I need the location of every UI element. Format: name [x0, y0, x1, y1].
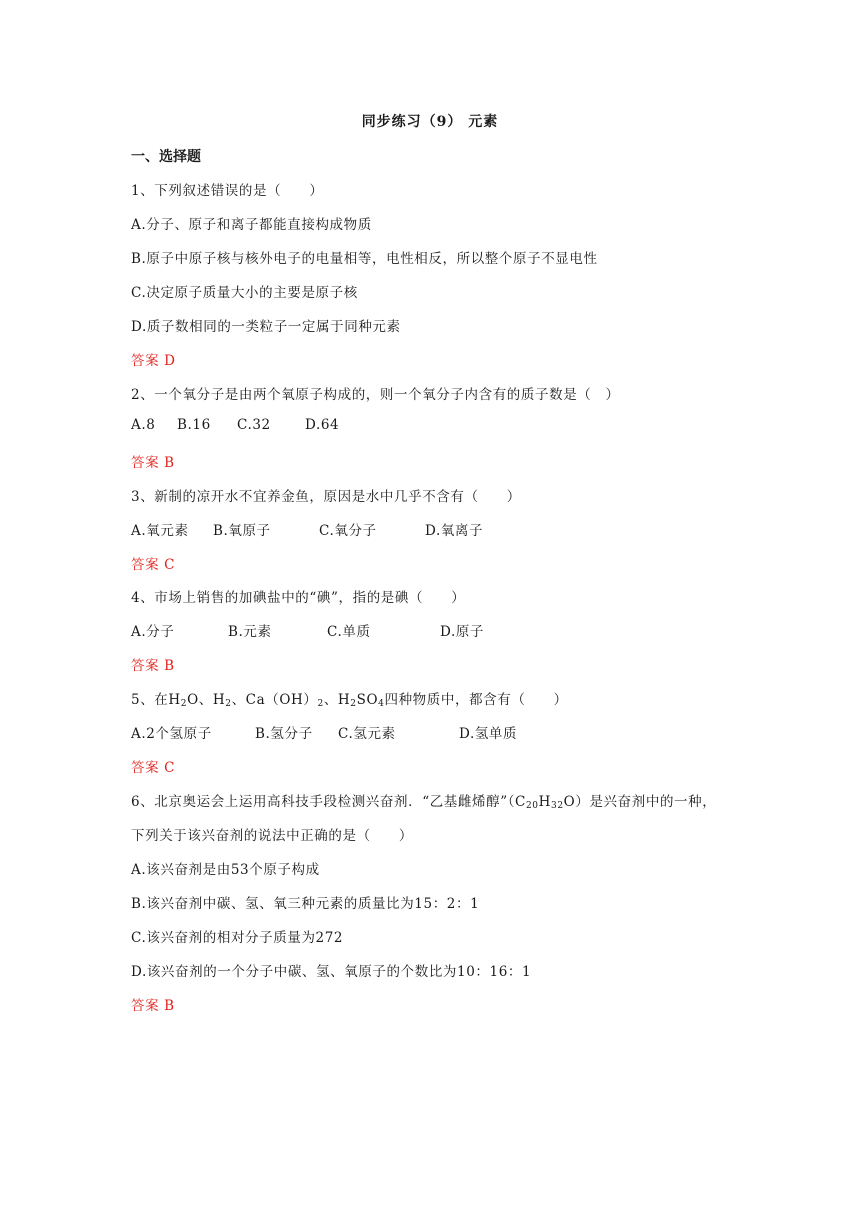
question-4-option-d: D.原子 [440, 624, 485, 640]
question-3-option-a: A.氧元素 [131, 523, 189, 539]
question-5-option-d: D.氢单质 [459, 726, 518, 742]
question-4-stem: 4、市场上销售的加碘盐中的“碘”，指的是碘（ ） [131, 590, 466, 606]
question-2-option-d: D.64 [305, 417, 340, 433]
question-4-options [131, 620, 484, 640]
question-1-option-b: B.原子中原子核与核外电子的电量相等，电性相反，所以整个原子不显电性 [131, 251, 598, 267]
question-6-option-a: A.该兴奋剂是由53个原子构成 [131, 862, 320, 878]
question-4-option-b: B.元素 [228, 624, 272, 640]
question-4-option-c: C.单质 [327, 624, 371, 640]
question-2-answer: 答案 B [131, 455, 175, 471]
section-heading: 一、选择题 [131, 149, 201, 165]
question-5-option-a: A.2个氢原子 [131, 726, 212, 742]
question-1-answer: 答案 D [131, 353, 176, 369]
question-5-stem: 5、在$H_2O$、$H_2$、$Ca(OH)_2$、$H_2SO_4$四种物质中，都含有（ ） [131, 692, 568, 709]
question-6-stem-line-2: 下列关于该兴奋剂的说法中正确的是（ ） [131, 828, 413, 844]
question-1-stem: 1、下列叙述错误的是（ ） [131, 183, 324, 199]
question-3-options [131, 519, 483, 539]
question-2-option-a: A.8 [131, 417, 156, 433]
question-5-option-b: B.氢分子 [255, 726, 313, 742]
question-3-stem: 3、新制的凉开水不宜养金鱼，原因是水中几乎不含有（ ） [131, 489, 521, 505]
question-4-option-a: A.分子 [131, 624, 175, 640]
question-6-option-d: D.该兴奋剂的一个分子中碳、氢、氧原子的个数比为10：16：1 [131, 964, 532, 980]
question-2-options [131, 417, 339, 433]
question-1-option-a: A.分子、原子和离子都能直接构成物质 [131, 217, 372, 233]
question-6-answer: 答案 B [131, 998, 175, 1014]
question-6-option-b: B.该兴奋剂中碳、氢、氧三种元素的质量比为15：2：1 [131, 896, 480, 912]
question-4-answer: 答案 B [131, 658, 175, 674]
question-2-stem: 2、一个氧分子是由两个氧原子构成的，则一个氧分子内含有的质子数是（ ） [131, 387, 620, 403]
question-5-options [131, 722, 517, 742]
question-3-option-c: C.氧分子 [319, 523, 377, 539]
question-2-option-c: C.32 [237, 417, 271, 433]
question-2-option-b: B.16 [177, 417, 211, 433]
question-6-option-c: C.该兴奋剂的相对分子质量为272 [131, 930, 344, 946]
page-title: 同步练习（9） 元素 [361, 114, 499, 130]
question-5-answer: 答案 C [131, 760, 176, 776]
question-5-option-c: C.氢元素 [338, 726, 396, 742]
question-3-option-b: B.氧原子 [213, 523, 271, 539]
question-3-answer: 答案 C [131, 557, 176, 573]
question-6-stem: 6、北京奥运会上运用高科技手段检测兴奋剂．“乙基雌烯醇$”(C_{20}H_{32}O)$是兴奋剂中的一种， [131, 794, 717, 811]
question-1-option-d: D.质子数相同的一类粒子一定属于同种元素 [131, 319, 401, 335]
question-1-option-c: C.决定原子质量大小的主要是原子核 [131, 285, 358, 301]
question-3-option-d: D.氧离子 [425, 523, 484, 539]
